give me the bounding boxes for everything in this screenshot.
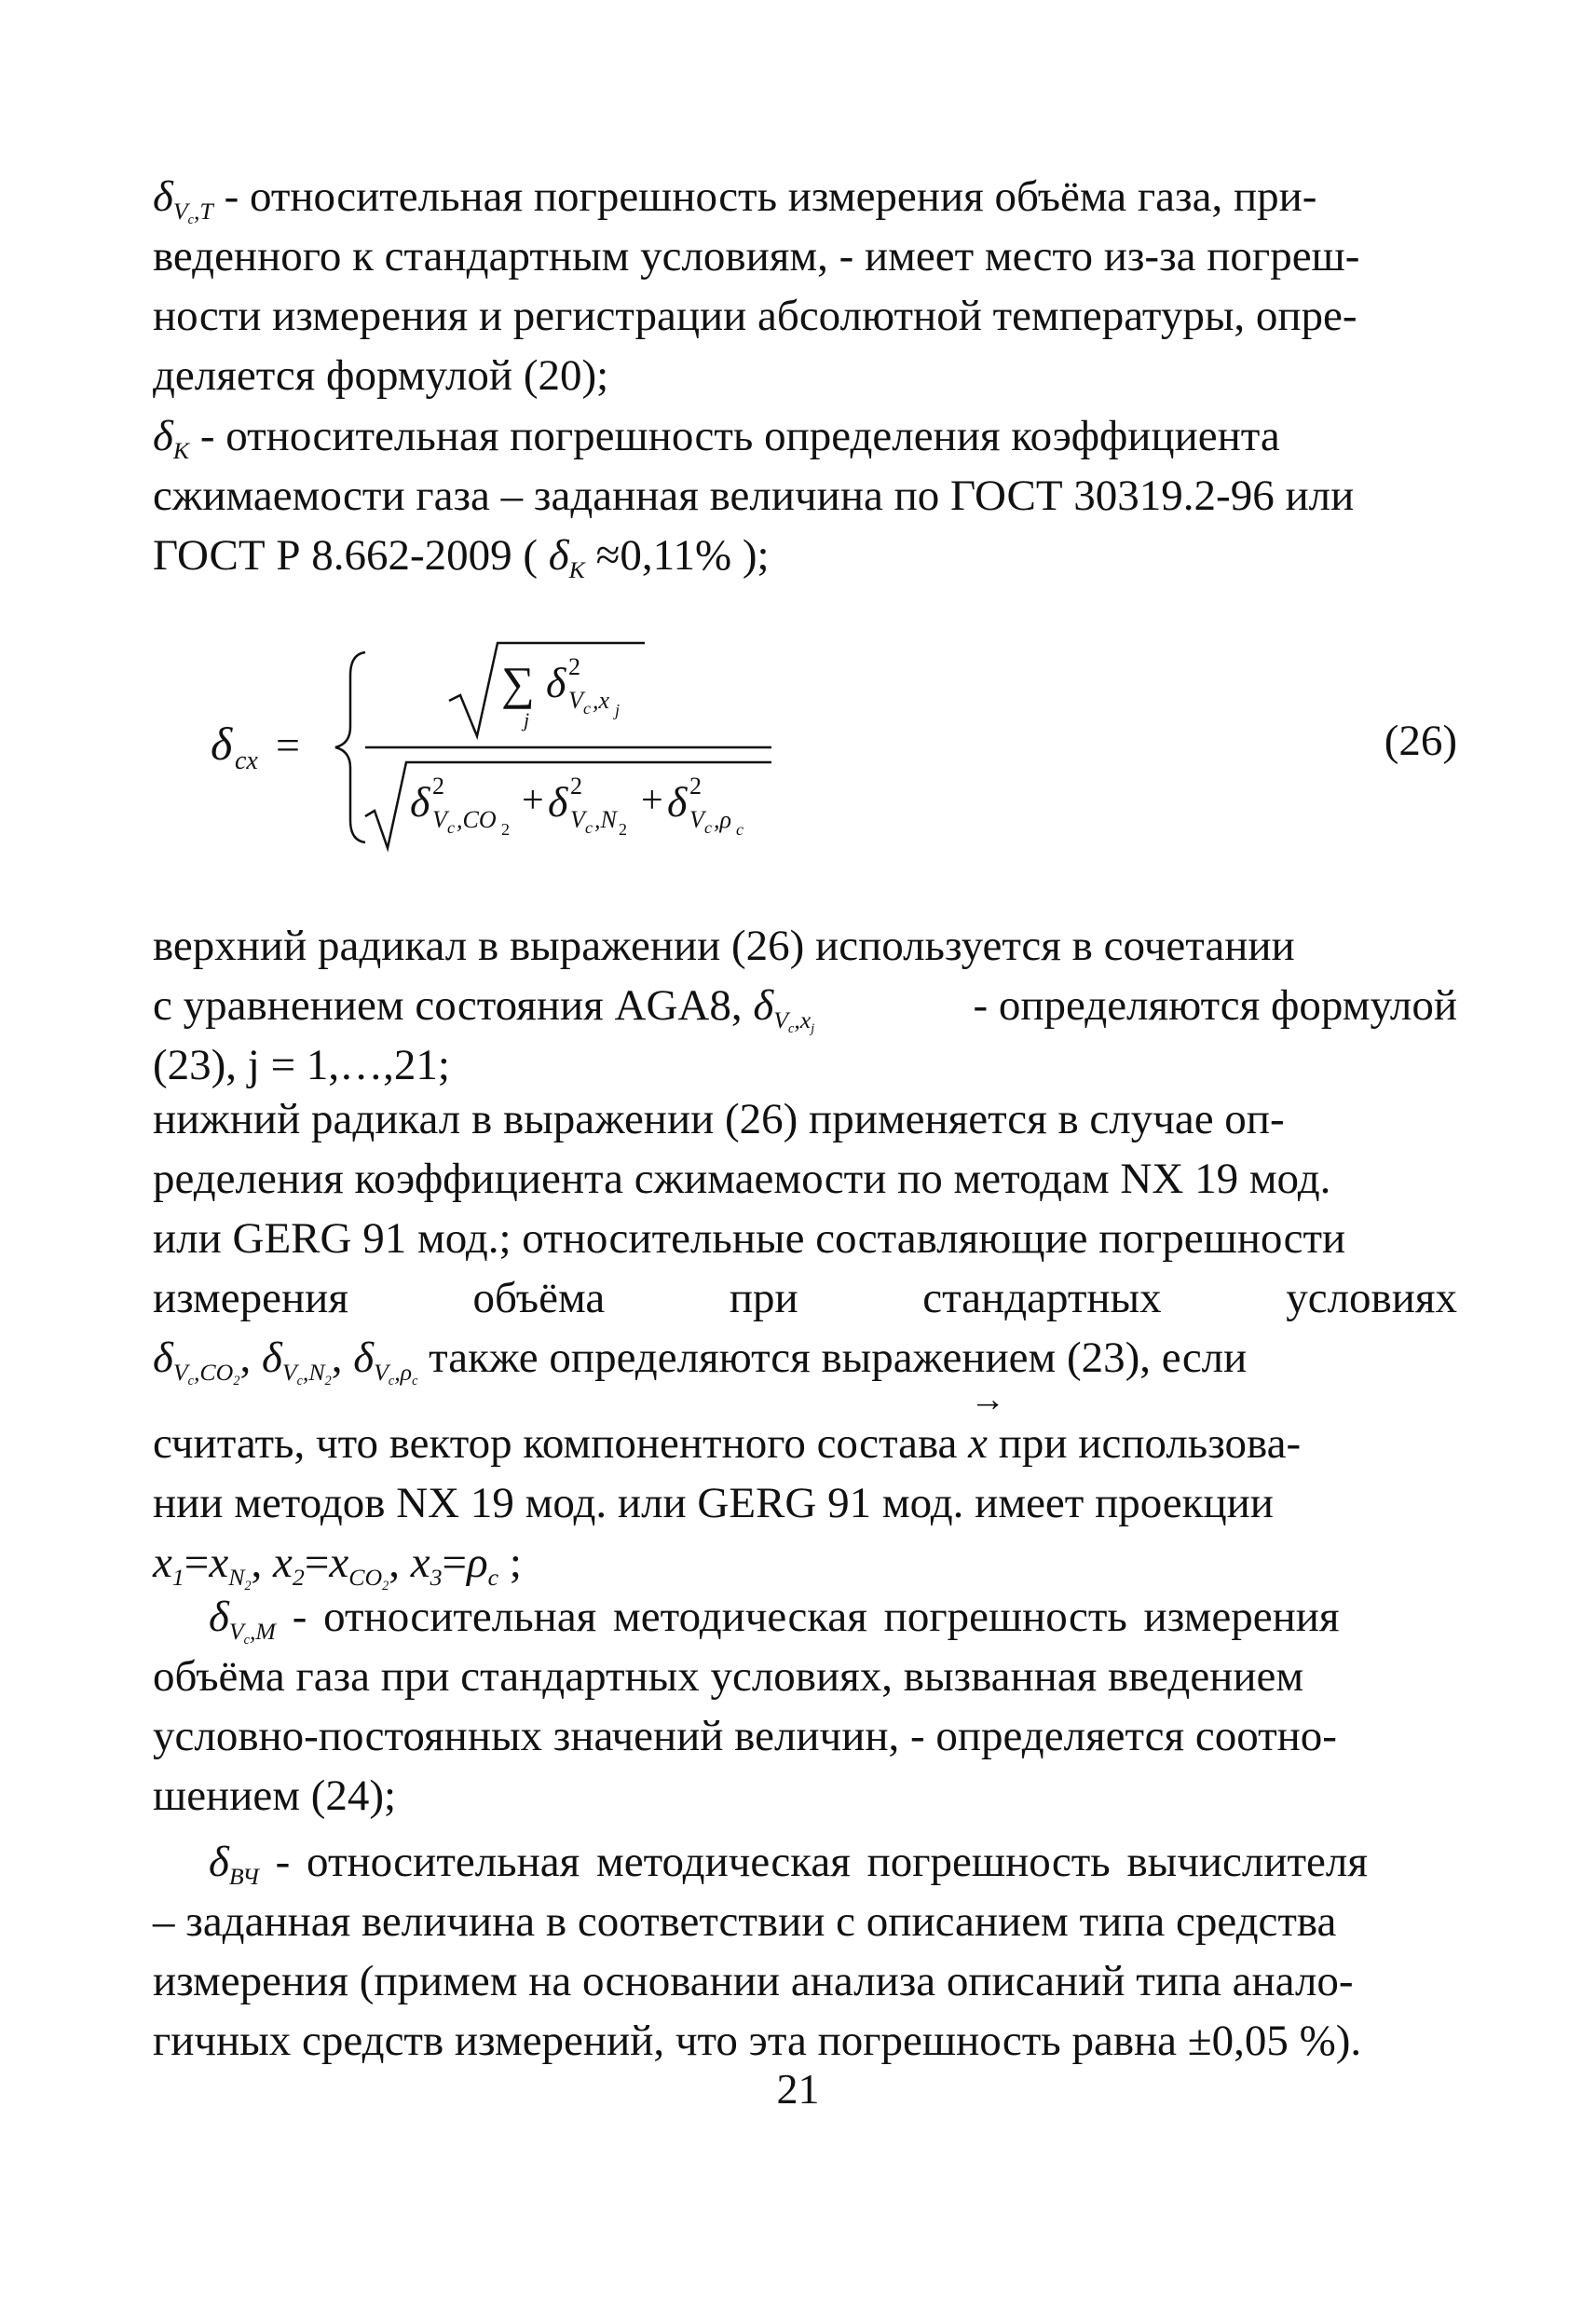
plus-2: + — [641, 779, 663, 822]
subsub-text: c — [296, 1374, 303, 1389]
vector-var: x — [968, 1419, 988, 1468]
sub-text: V — [172, 198, 188, 226]
text-line — [153, 1274, 1457, 1336]
lower-sub-co: ,CO — [457, 806, 497, 833]
subscript: c — [487, 1564, 499, 1592]
word: измерения — [153, 1274, 348, 1322]
lower-subsub-c-2: c — [585, 818, 593, 837]
text: - определяются формулой — [973, 981, 1457, 1030]
separator: , — [239, 1334, 262, 1382]
lower-subsub-c-3: c — [704, 818, 712, 837]
sub-text: ,T — [193, 198, 213, 226]
lower-sub-rho: ,ρ — [714, 806, 731, 833]
subsub-text: c — [412, 1374, 418, 1389]
symbol-delta: δ — [153, 1334, 173, 1382]
lower-sub-v-1: V — [432, 806, 447, 833]
subsub-text: j — [811, 1021, 815, 1037]
text-line — [153, 172, 1457, 235]
text-line — [153, 412, 1457, 474]
text: ; — [498, 1539, 522, 1587]
sub-text: V — [773, 1006, 789, 1034]
var-x: x — [209, 1539, 229, 1587]
sub-text: V — [281, 1359, 297, 1387]
subsub-text: c — [187, 212, 194, 228]
paragraph-upper-radical — [153, 924, 1457, 1103]
symbol-delta: δ — [153, 172, 173, 221]
var-x: x — [153, 1539, 172, 1587]
curly-brace — [335, 652, 365, 842]
text-group — [153, 1380, 1302, 1482]
subsub-text: 2 — [324, 1374, 332, 1389]
formula-26 — [153, 634, 1457, 857]
word: при — [729, 1274, 798, 1322]
text: также определяются выражением (23), если — [417, 1334, 1248, 1382]
text-line: ности измерения и регистрации абсолютной температуры, опре- — [153, 292, 1357, 340]
subscript: 1 — [171, 1564, 184, 1592]
equals: = — [442, 1539, 468, 1587]
text-line: гичных средств измерений, что эта погрешность равна ±0,05 %). — [153, 2017, 1362, 2065]
upper-sub-v: V — [568, 687, 583, 714]
sub-text: ,ρ — [394, 1359, 413, 1387]
lower-sub-v-2: V — [570, 806, 585, 833]
text: - относительная погрешность определения коэффициента — [189, 412, 1280, 460]
var-x: x — [410, 1539, 430, 1587]
text-line: верхний радикал в выражении (26) используется в сочетании — [153, 922, 1295, 970]
equals-sign: = — [276, 721, 300, 769]
symbol-delta: δ — [753, 981, 774, 1030]
vector-x — [968, 1380, 1006, 1468]
sub-text: ,x — [794, 1006, 812, 1034]
lower-subsub-c-1: c — [447, 818, 455, 837]
text-line: шением (24); — [153, 1772, 397, 1820]
subscript — [172, 198, 213, 228]
sub-text: V — [228, 1618, 244, 1646]
lower-sub-rho-c: c — [736, 820, 743, 839]
subsub-text: 2 — [244, 1579, 252, 1594]
symbol-delta: δ — [261, 1334, 282, 1382]
text: ≈0,11% ); — [584, 531, 770, 580]
text: - относительная погрешность измерения объёма газа, при- — [212, 172, 1317, 221]
symbol-delta: δ — [153, 412, 173, 460]
subscript — [172, 1359, 240, 1389]
lower-sub-n-2: 2 — [619, 820, 627, 839]
vector-arrow-icon: → — [970, 1380, 1006, 1419]
lhs-subscript: cx — [235, 746, 258, 775]
lower-delta-1: δ — [410, 778, 430, 826]
text-group — [153, 981, 815, 1044]
lower-delta-2: δ — [548, 778, 568, 826]
subsub-text: c — [187, 1374, 194, 1389]
text: ГОСТ Р 8.662-2009 ( — [153, 531, 549, 580]
subscript — [348, 1564, 389, 1594]
text-line: или GERG 91 мод.; относительные составляющие погрешности — [153, 1214, 1346, 1263]
sub-text: ,M — [249, 1618, 276, 1646]
paragraph-delta-vch — [153, 1840, 1457, 2079]
sub-text: N — [228, 1564, 245, 1592]
text-line: сжимаемости газа – заданная величина по ГОСТ 30319.2-96 или — [153, 472, 1355, 520]
lower-sub-co-2: 2 — [501, 820, 510, 839]
sub-text: ,N — [302, 1359, 325, 1387]
text: считать, что вектор компонентного состава — [153, 1419, 969, 1468]
var-x: x — [273, 1539, 293, 1587]
lower-delta-3: δ — [667, 778, 688, 826]
text-line — [153, 531, 1457, 594]
symbol-delta: δ — [209, 1593, 229, 1641]
subsub-text: c — [388, 1374, 395, 1389]
separator: , — [389, 1539, 411, 1587]
sub-text: V — [374, 1359, 389, 1387]
equals: = — [184, 1539, 210, 1587]
text-line: условно-постоянных значений величин, - определяется соотно- — [153, 1712, 1337, 1760]
text-line — [153, 1380, 1457, 1482]
plus-1: + — [522, 779, 544, 822]
var-x: x — [329, 1539, 349, 1587]
text-line: деляется формулой (20); — [153, 351, 609, 400]
word: объёма — [472, 1274, 606, 1322]
upper-sup: 2 — [568, 653, 580, 680]
subscript: 2 — [292, 1564, 305, 1592]
upper-sub-j: j — [615, 701, 621, 719]
separator: , — [251, 1539, 274, 1587]
text: - относительная методическая погрешность измерения — [275, 1593, 1340, 1641]
separator: , — [331, 1334, 354, 1382]
subsub-text: 2 — [233, 1374, 240, 1389]
text-line: ределения коэффициента сжимаемости по методам NX 19 мод. — [153, 1155, 1331, 1203]
paragraph-delta-vc-m — [153, 1595, 1457, 1834]
text-line: объёма газа при стандартных условиях, вызванная введением — [153, 1652, 1304, 1701]
subscript — [374, 1359, 418, 1389]
paragraph-delta-k — [153, 412, 1457, 594]
paragraph-delta-vc-t — [153, 172, 1457, 414]
lower-sub-n: ,N — [594, 806, 617, 833]
subsub-text: 2 — [382, 1579, 389, 1594]
text-line: измерения (примем на основании анализа описаний типа анало- — [153, 1957, 1354, 2005]
text-line: веденного к стандартным условиям, - имеет место из-за погреш- — [153, 232, 1360, 280]
upper-sub-x: ,x — [593, 687, 610, 714]
subscript — [281, 1359, 332, 1389]
paragraph-lower-radical — [153, 1095, 1457, 1601]
text: при использова- — [988, 1419, 1302, 1468]
subscript: 3 — [430, 1564, 443, 1592]
var-rho: ρ — [467, 1539, 488, 1587]
lower-sub-v-3: V — [689, 806, 704, 833]
symbol-delta: δ — [209, 1838, 229, 1886]
formula-svg — [153, 634, 1457, 857]
symbol-delta: δ — [548, 531, 569, 580]
upper-subsub-c: c — [583, 699, 591, 718]
sub-text: CO — [348, 1564, 383, 1592]
text-line — [153, 1840, 1457, 1900]
sub-text: V — [172, 1359, 188, 1387]
text-line: нии методов NX 19 мод. или GERG 91 мод. имеет проекции — [153, 1479, 1274, 1527]
text-line — [153, 981, 1457, 1044]
text: с уравнением состояния AGA8, — [153, 981, 754, 1030]
sub-text: ,CO — [193, 1359, 234, 1387]
subscript — [773, 1006, 815, 1037]
text: - относительная методическая погрешность вычислителя — [258, 1838, 1368, 1886]
text-line: (23), j = 1,…,21; — [153, 1041, 450, 1089]
equals: = — [304, 1539, 330, 1587]
symbol-delta: δ — [353, 1334, 375, 1382]
subscript — [228, 1618, 276, 1648]
subsub-text: c — [788, 1021, 795, 1037]
subscript: K — [568, 556, 585, 584]
equation-number: (26) — [1384, 717, 1457, 765]
subscript: K — [172, 437, 190, 465]
upper-delta: δ — [546, 659, 566, 706]
text-line: – заданная величина в соответствии с описанием типа средства — [153, 1897, 1337, 1946]
lower-sup-1: 2 — [432, 773, 444, 800]
text-line: нижний радикал в выражении (26) применяется в случае оп- — [153, 1095, 1285, 1143]
lower-sup-2: 2 — [570, 773, 582, 800]
lower-sup-3: 2 — [689, 773, 702, 800]
sum-symbol: ∑ — [501, 657, 535, 709]
subscript — [228, 1564, 252, 1594]
word: условиях — [1286, 1274, 1457, 1322]
subscript: ВЧ — [228, 1863, 259, 1891]
subsub-text: c — [243, 1633, 250, 1648]
text-line — [153, 1595, 1457, 1655]
text-line — [153, 1336, 1457, 1396]
sum-index: j — [524, 708, 530, 732]
lhs-delta: δ — [211, 718, 233, 770]
page-number: 21 — [776, 2065, 820, 2113]
word: стандартных — [922, 1274, 1162, 1322]
